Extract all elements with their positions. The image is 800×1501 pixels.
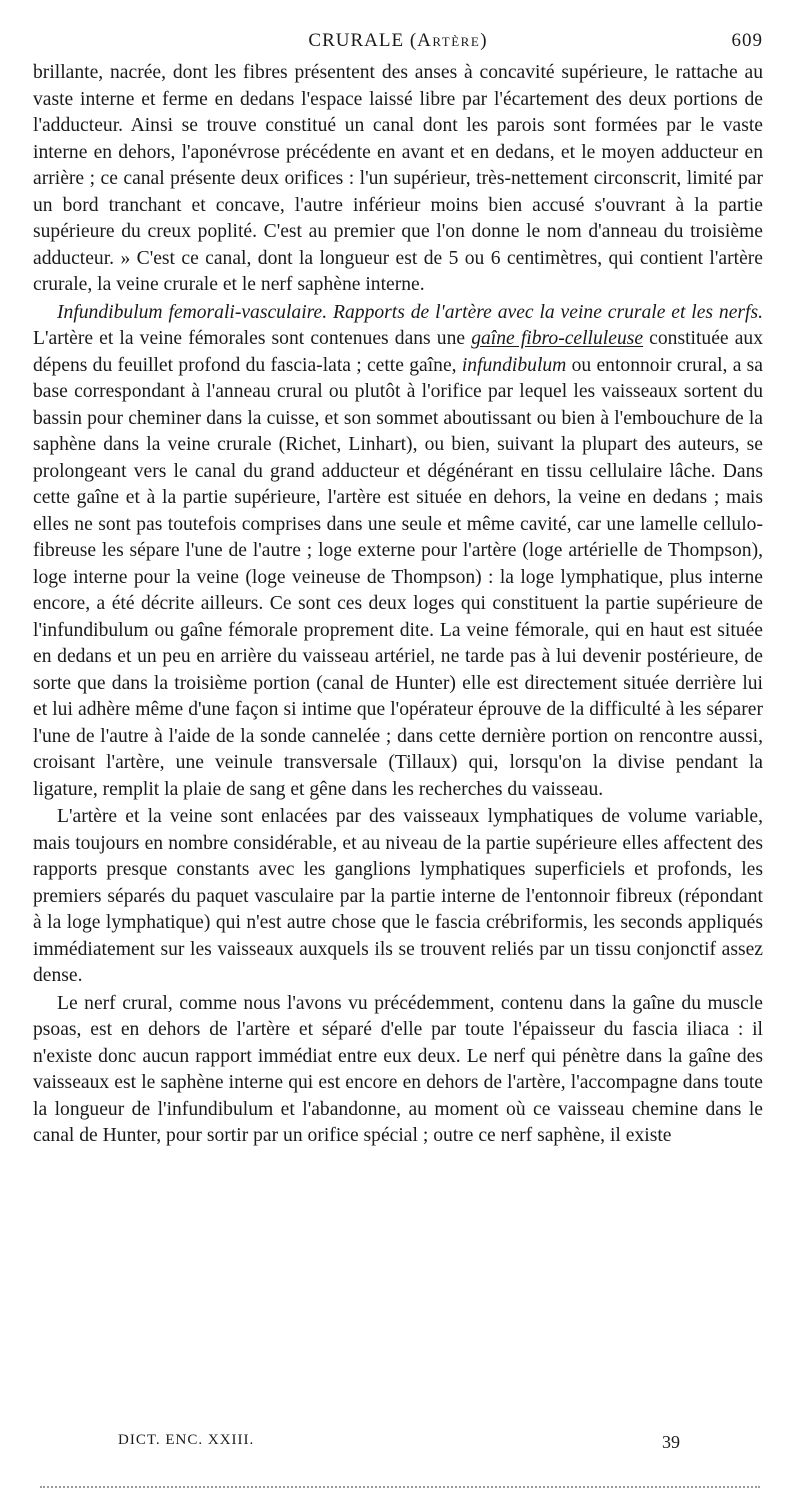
paragraph-lymphatics: L'artère et la veine sont enlacées par des vaisseaux lymphatiques de volume variable, mais toujours en nombre considérable, et au niveau de la partie supérieure elles affectent des rapports presque constants avec les ganglions lymphatiques superficiels et profonds, les premiers séparés du paquet vasculaire par la partie interne de l'entonnoir fibreux (répondant à la loge lymphatique) qui n'est autre chose que le fascia crébriformis, les seconds appliqués immédiatement sur les vaisseaux auxquels ils se trouvent reliés par un tissu conjonctif assez dense.: [33, 806, 763, 986]
running-title: [33, 30, 763, 52]
term-gaine: gaîne fibro-celluleuse: [471, 328, 644, 349]
bottom-dotted-rule: [40, 1486, 760, 1488]
signature-number: 39: [662, 1432, 680, 1452]
paragraph-infundibulum: [33, 300, 763, 804]
page-number: 609: [731, 30, 763, 51]
paragraph-nerves: Le nerf crural, comme nous l'avons vu précédemment, contenu dans la gaîne du muscle psoas, est en dehors de l'artère et séparé d'elle par toute l'épaisseur du fascia iliaca : il n'existe donc aucun rapport immédiat entre eux deux. Le nerf qui pénètre dans la gaîne des vaisseaux est le saphène interne qui est encore en dehors de l'artère, l'accompagne dans toute la longueur de l'infundibulum et l'abandonne, au moment où ce vaisseau chemine dans le canal de Hunter, pour sortir par un orifice spécial ; outre ce nerf saphène, il existe: [33, 992, 763, 1146]
paragraph-text: L'artère et la veine fémorales sont contenues dans une: [33, 328, 472, 349]
body-text: [33, 60, 763, 1150]
running-title-main: CRURALE (: [308, 30, 418, 51]
running-head: [33, 30, 763, 56]
book-page: [33, 30, 763, 1150]
printer-signature: DICT. ENC. XXIII.: [118, 1432, 255, 1448]
running-title-close: ): [480, 30, 488, 51]
paragraph-continuation: brillante, nacrée, dont les fibres présentent des anses à concavité supérieure, le rattache au vaste interne et ferme en dedans l'espace laissé libre par l'écartement des deux portions de l'adducteur. Ainsi se trouve constitué un canal dont les parois sont formées par le vaste interne en dehors, l'aponévrose précédente en avant et en dedans, et le moyen adducteur en arrière ; ce canal présente deux orifices : l'un supérieur, très-nettement circonscrit, limité par un bord tranchant et concave, l'autre inférieur moins bien accusé s'ouvrant à la partie supérieure du creux poplité. C'est au premier que l'on donne le nom d'anneau du troisième adducteur. » C'est ce canal, dont la longueur est de 5 ou 6 centimètres, qui contient l'artère crurale, la veine crurale et le nerf saphène interne.: [33, 62, 763, 295]
page-footer: [118, 1432, 680, 1458]
paragraph-text: constituée aux dépens du feuillet profond du fascia-lata ; cette gaîne,: [33, 328, 763, 376]
term-infundibulum: infundibulum: [461, 354, 567, 376]
section-heading: Infundibulum femorali-vasculaire. Rapports de l'artère avec la veine crurale et les nerfs.: [57, 301, 763, 323]
paragraph-text: ou entonnoir crural, a sa base correspondant à l'anneau crural ou plutôt à l'orifice par lequel les vaisseaux sortent du bassin pour cheminer dans la cuisse, et son sommet aboutissant ou bien à l'embouchure de la saphène dans la veine crurale (Richet, Linhart), ou bien, suivant la plupart des auteurs, se prolongeant vers le canal du grand adducteur et dégénérant en tissu cellulaire lâche. Dans cette gaîne et à la partie supérieure, l'artère est située en dehors, la veine en dedans ; mais elles ne sont pas toutefois comprises dans une seule et même cavité, car une lamelle cellulo-fibreuse les sépare l'une de l'autre ; loge externe pour l'artère (loge artérielle de Thompson), loge interne pour la veine (loge veineuse de Thompson) : la loge lymphatique, plus interne encore, a été décrite ailleurs. Ce sont ces deux loges qui constituent la partie supérieure de l'infundibulum ou gaîne fémorale proprement dite. La veine fémorale, qui en haut est située en dedans et un peu en arrière du vaisseau artériel, ne tarde pas à lui devenir postérieure, de sorte que dans la troisième portion (canal de Hunter) elle est directement située derrière lui et lui adhère même d'une façon si intime que l'opérateur éprouve de la difficulté à les séparer l'une de l'autre à l'aide de la sonde cannelée ; dans cette dernière portion on rencontre aussi, croisant l'artère, une veinule transversale (Tillaux) qui, lorsqu'on la divise pendant la ligature, remplit la plaie de sang et gêne dans les recherches du vaisseau.: [33, 354, 763, 800]
running-title-smallcaps: Artère: [417, 30, 481, 51]
